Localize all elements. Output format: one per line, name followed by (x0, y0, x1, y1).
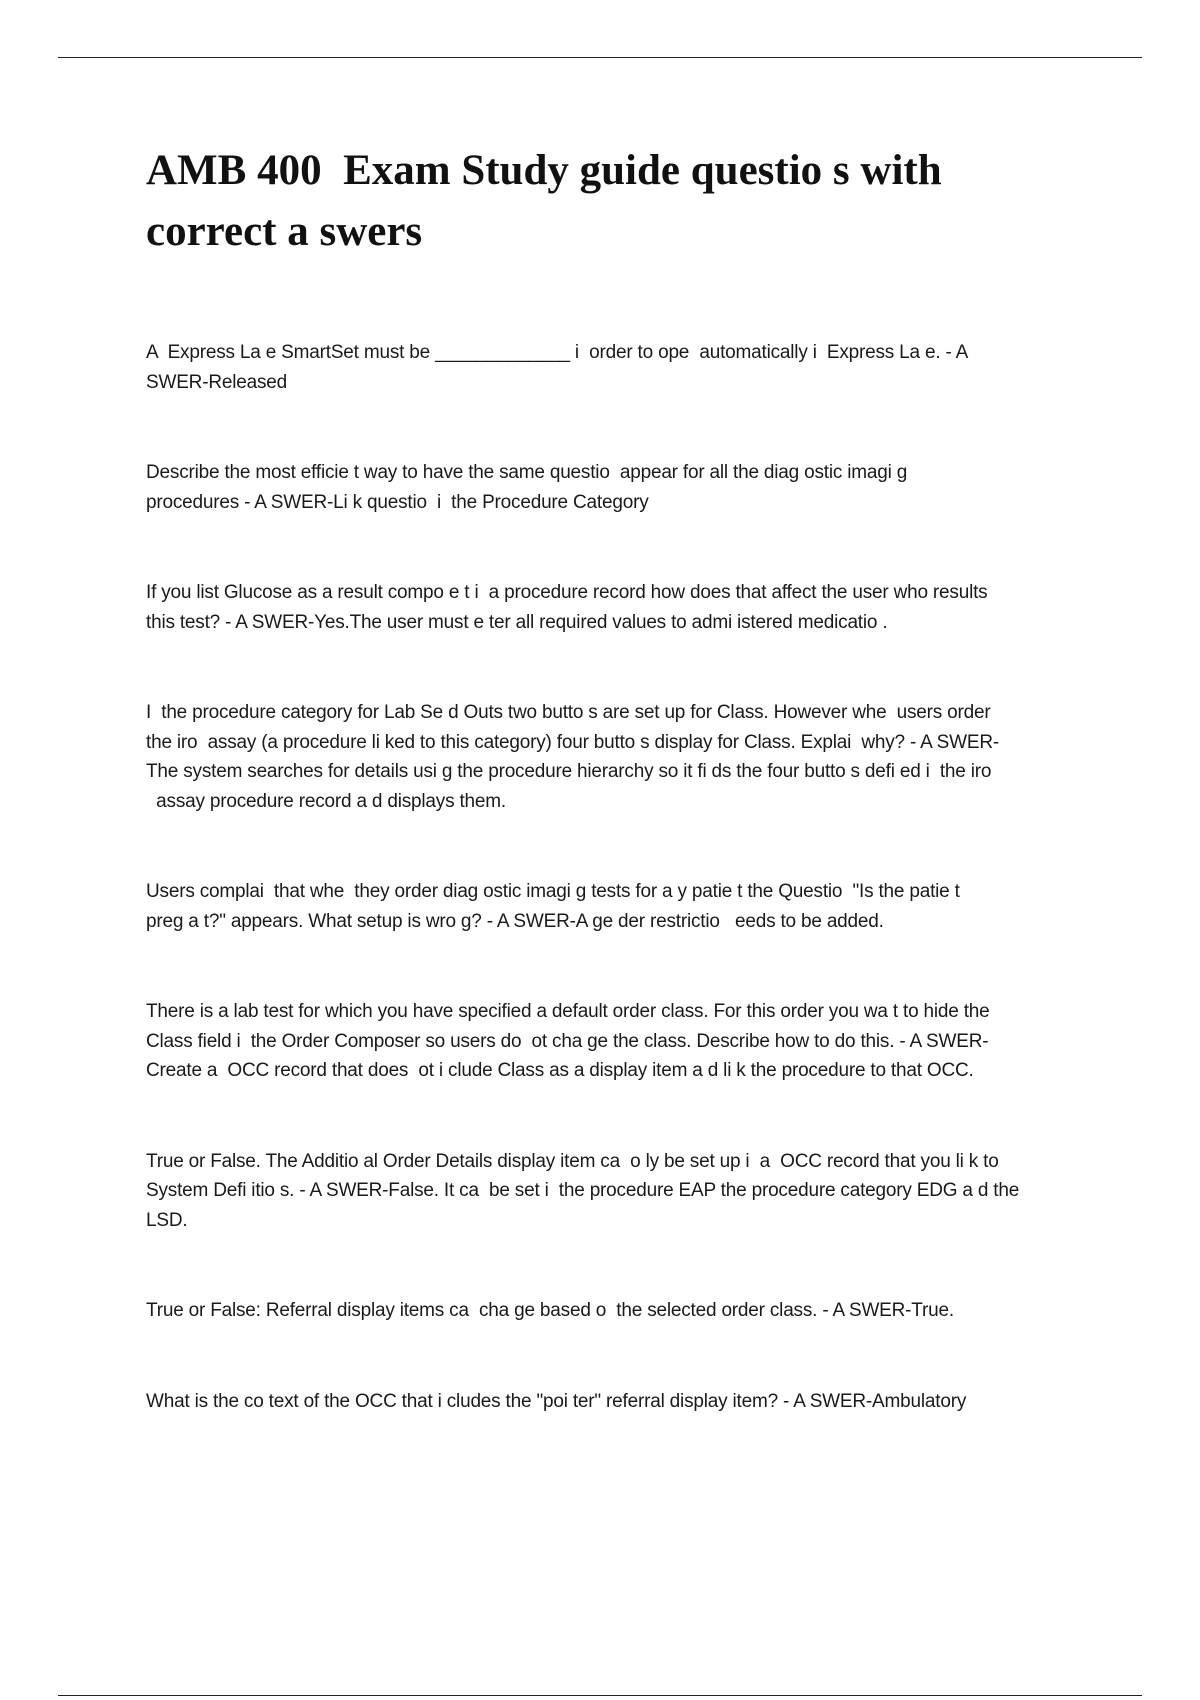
question-answer-line: assay procedure record a d displays them. (146, 790, 506, 812)
question-answer-line: procedures - A SWER-Li k questio i the Procedure Category (146, 491, 649, 513)
question-answer-item (146, 578, 1096, 637)
question-answer-item (146, 997, 1096, 1086)
question-answer-line: What is the co text of the OCC that i cludes the "poi ter" referral display item? - A SWER-Ambulatory (146, 1390, 967, 1412)
question-answer-line: If you list Glucose as a result compo e t i a procedure record how does that affect the user who results (146, 582, 988, 603)
question-answer-item (146, 458, 1096, 517)
question-answer-item (146, 698, 1096, 816)
question-answer-line: Class field i the Order Composer so users do ot cha ge the class. Describe how to do this. - A SWER- (146, 1030, 989, 1052)
question-answer-item (146, 1296, 1096, 1326)
question-answer-item (146, 338, 1096, 397)
question-answer-line: the iro assay (a procedure li ked to this category) four butto s display for Class. Explai why? - A SWER- (146, 731, 999, 753)
document-title (146, 140, 1096, 262)
question-answer-line: LSD. (146, 1209, 188, 1231)
question-list (146, 338, 1096, 1416)
question-answer-line: preg a t?" appears. What setup is wro g? - A SWER-A ge der restrictio eeds to be added. (146, 910, 884, 932)
question-answer-line: SWER-Released (146, 371, 288, 393)
question-answer-line: A Express La e SmartSet must be _____________ i order to ope automatically i Express La e. - A (146, 342, 969, 363)
question-answer-line: I the procedure category for Lab Se d Outs two butto s are set up for Class. However whe users order (146, 702, 991, 723)
question-answer-line: True or False. The Additio al Order Details display item ca o ly be set up i a OCC record that you li k to (146, 1150, 999, 1172)
question-answer-line: this test? - A SWER-Yes.The user must e ter all required values to admi istered medicatio . (146, 611, 888, 633)
question-answer-line: System Defi itio s. - A SWER-False. It ca be set i the procedure EAP the procedure category EDG a d the (146, 1180, 1020, 1201)
header-rule (58, 57, 1142, 58)
question-answer-line: The system searches for details usi g the procedure hierarchy so it fi ds the four butto s defi ed i the iro (146, 761, 992, 782)
question-answer-line: True or False: Referral display items ca cha ge based o the selected order class. - A SWER-True. (146, 1300, 954, 1321)
question-answer-line: Users complai that whe they order diag ostic imagi g tests for a y patie t the Questio "Is the patie t (146, 881, 960, 902)
question-answer-line: Create a OCC record that does ot i clude Class as a display item a d li k the procedure to that OCC. (146, 1060, 974, 1081)
question-answer-item (146, 877, 1096, 936)
question-answer-item (146, 1387, 1096, 1417)
document-page (146, 140, 1096, 1416)
question-answer-item (146, 1147, 1096, 1236)
title-line-1: AMB 400 Exam Study guide questio s with (146, 147, 942, 194)
question-answer-line: Describe the most efficie t way to have the same questio appear for all the diag ostic imagi g (146, 462, 908, 483)
footer-rule (58, 1695, 1142, 1696)
title-line-2: correct a swers (146, 208, 423, 255)
question-answer-line: There is a lab test for which you have specified a default order class. For this order you wa t to hide the (146, 1001, 990, 1022)
